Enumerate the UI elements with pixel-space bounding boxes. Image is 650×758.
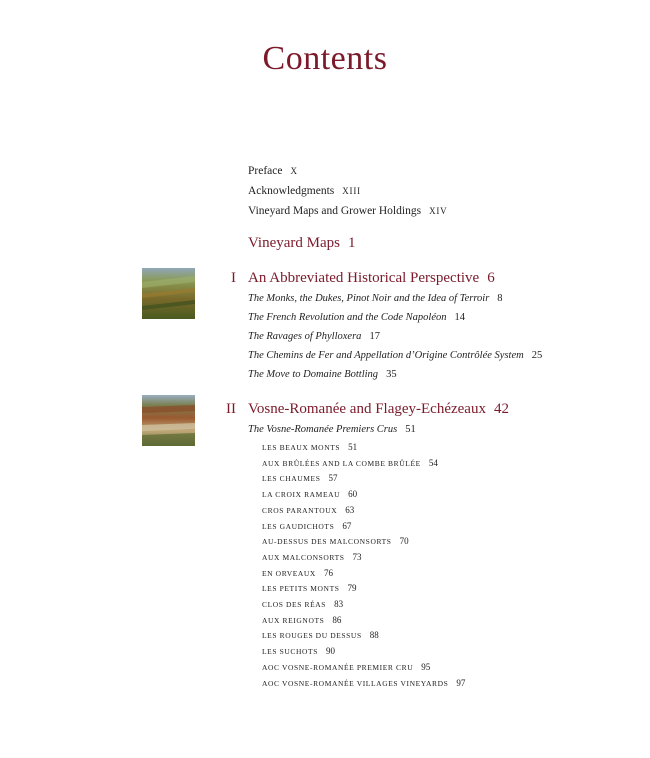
toc-subitem[interactable] — [262, 599, 343, 609]
chapter-1-numeral: I — [231, 270, 236, 286]
toc-subitem-label: AUX MALCONSORTS — [262, 552, 345, 562]
chapter-2-numeral: II — [226, 401, 236, 417]
toc-subitem[interactable] — [262, 646, 335, 656]
toc-subitem-page: 60 — [348, 489, 358, 500]
toc-subitem-page: 51 — [348, 442, 358, 452]
toc-chapter-1[interactable] — [248, 270, 495, 287]
toc-subitem-page: 70 — [399, 536, 409, 547]
toc-subitem[interactable] — [262, 552, 362, 562]
toc-item[interactable] — [248, 350, 542, 361]
toc-item[interactable] — [248, 312, 465, 323]
toc-subitem-label: AOC VOSNE-ROMANÉE PREMIER CRU — [262, 662, 414, 672]
toc-subitem-page: 97 — [456, 677, 466, 688]
toc-item[interactable] — [248, 369, 397, 380]
toc-item-label: The French Revolution and the Code Napoléon — [248, 312, 447, 323]
toc-subitem-label: LA CROIX RAMEAU — [262, 490, 341, 500]
toc-subitem[interactable] — [262, 615, 341, 625]
toc-item[interactable] — [248, 331, 380, 342]
toc-subitem-page: 83 — [334, 599, 344, 609]
toc-subitem-label: LES GAUDICHOTS — [262, 521, 335, 531]
toc-subitem-label: LES PETITS MONTS — [262, 584, 340, 594]
toc-subitem-label: CLOS DES RÉAS — [262, 600, 327, 609]
toc-subitem-label: LES CHAUMES — [262, 474, 321, 484]
toc-subitem-page: 79 — [347, 583, 357, 594]
toc-subitem[interactable] — [262, 442, 357, 452]
toc-subitem-page: 73 — [352, 551, 362, 562]
toc-section-vineyard-maps[interactable] — [248, 235, 356, 252]
toc-section-label: Vineyard Maps — [248, 235, 340, 251]
page-title: Contents — [262, 40, 388, 77]
toc-subitem-label: AUX REIGNOTS — [262, 615, 325, 625]
toc-entry-label: Preface — [248, 165, 283, 177]
toc-subitem-page: 90 — [325, 646, 335, 657]
toc-subitem-page: 57 — [328, 473, 338, 484]
toc-subitem-page: 54 — [428, 457, 438, 468]
toc-entry-vineyard-maps-holdings[interactable] — [248, 205, 447, 217]
toc-subitem-label: AUX BRÛLÉES AND LA COMBE BRÛLÉE — [262, 458, 421, 468]
toc-chapter-label: Vosne-Romanée and Flagey-Echézeaux — [248, 401, 486, 417]
toc-section-page: 1 — [348, 235, 356, 251]
toc-subitem-page: 76 — [323, 567, 333, 578]
toc-subitem[interactable] — [262, 583, 357, 593]
toc-subitem-page: 95 — [421, 661, 431, 672]
toc-item-page: 14 — [454, 312, 465, 323]
toc-item-page: 8 — [497, 293, 503, 304]
toc-item-page: 25 — [531, 350, 543, 361]
toc-subitem-label: CROS PARANTOUX — [262, 505, 338, 515]
toc-subitem[interactable] — [262, 568, 333, 578]
toc-chapter-2[interactable] — [248, 401, 509, 418]
toc-entry-page: XIV — [429, 206, 448, 216]
toc-item-page: 51 — [405, 424, 416, 435]
toc-item-label: The Monks, the Dukes, Pinot Noir and the Idea of Terroir — [248, 293, 490, 304]
toc-subitem[interactable] — [262, 536, 409, 546]
toc-subitem-label: EN ORVEAUX — [262, 568, 316, 578]
toc-entry-preface[interactable] — [248, 165, 298, 177]
toc-subitem[interactable] — [262, 630, 379, 640]
toc-subitem-label: LES BEAUX MONTS — [262, 443, 341, 452]
toc-item-page: 17 — [369, 331, 380, 342]
toc-item-label: The Move to Domaine Bottling — [248, 369, 379, 380]
toc-subitem[interactable] — [262, 662, 430, 672]
toc-chapter-page: 42 — [493, 401, 509, 417]
toc-subitem-page: 88 — [369, 630, 379, 641]
toc-entry-acknowledgments[interactable] — [248, 185, 361, 197]
toc-subitem[interactable] — [262, 473, 337, 483]
toc-chapter-page: 6 — [487, 270, 495, 286]
toc-item[interactable] — [248, 424, 416, 435]
chapter-1-thumbnail — [142, 268, 195, 319]
toc-chapter-label: An Abbreviated Historical Perspective — [248, 270, 480, 286]
toc-subitem-label: LES ROUGES DU DESSUS — [262, 631, 362, 641]
toc-entry-label: Vineyard Maps and Grower Holdings — [248, 205, 422, 217]
toc-subitem[interactable] — [262, 458, 438, 468]
toc-item-label: The Ravages of Phylloxera — [248, 331, 362, 342]
toc-subitem-label: AOC VOSNE-ROMANÉE VILLAGES VINEYARDS — [262, 678, 449, 688]
toc-subitem-page: 67 — [342, 520, 352, 531]
toc-subitem-label: LES SUCHOTS — [262, 647, 318, 657]
toc-item[interactable] — [248, 293, 503, 304]
toc-entry-page: XIII — [342, 186, 361, 196]
toc-subitem-page: 86 — [332, 614, 342, 625]
toc-item-page: 35 — [386, 369, 397, 380]
toc-item-label: The Chemins de Fer and Appellation d’Origine Contrôlée System — [248, 350, 524, 361]
toc-subitem-label: AU-DESSUS DES MALCONSORTS — [262, 537, 392, 547]
chapter-2-thumbnail — [142, 395, 195, 446]
toc-item-label: The Vosne-Romanée Premiers Crus — [248, 424, 398, 435]
toc-subitem[interactable] — [262, 521, 351, 531]
toc-subitem-page: 63 — [345, 504, 355, 515]
toc-subitem[interactable] — [262, 505, 354, 515]
toc-subitem[interactable] — [262, 678, 465, 688]
toc-subitem[interactable] — [262, 489, 357, 499]
toc-entry-label: Acknowledgments — [248, 185, 335, 197]
toc-entry-page: X — [290, 166, 298, 176]
